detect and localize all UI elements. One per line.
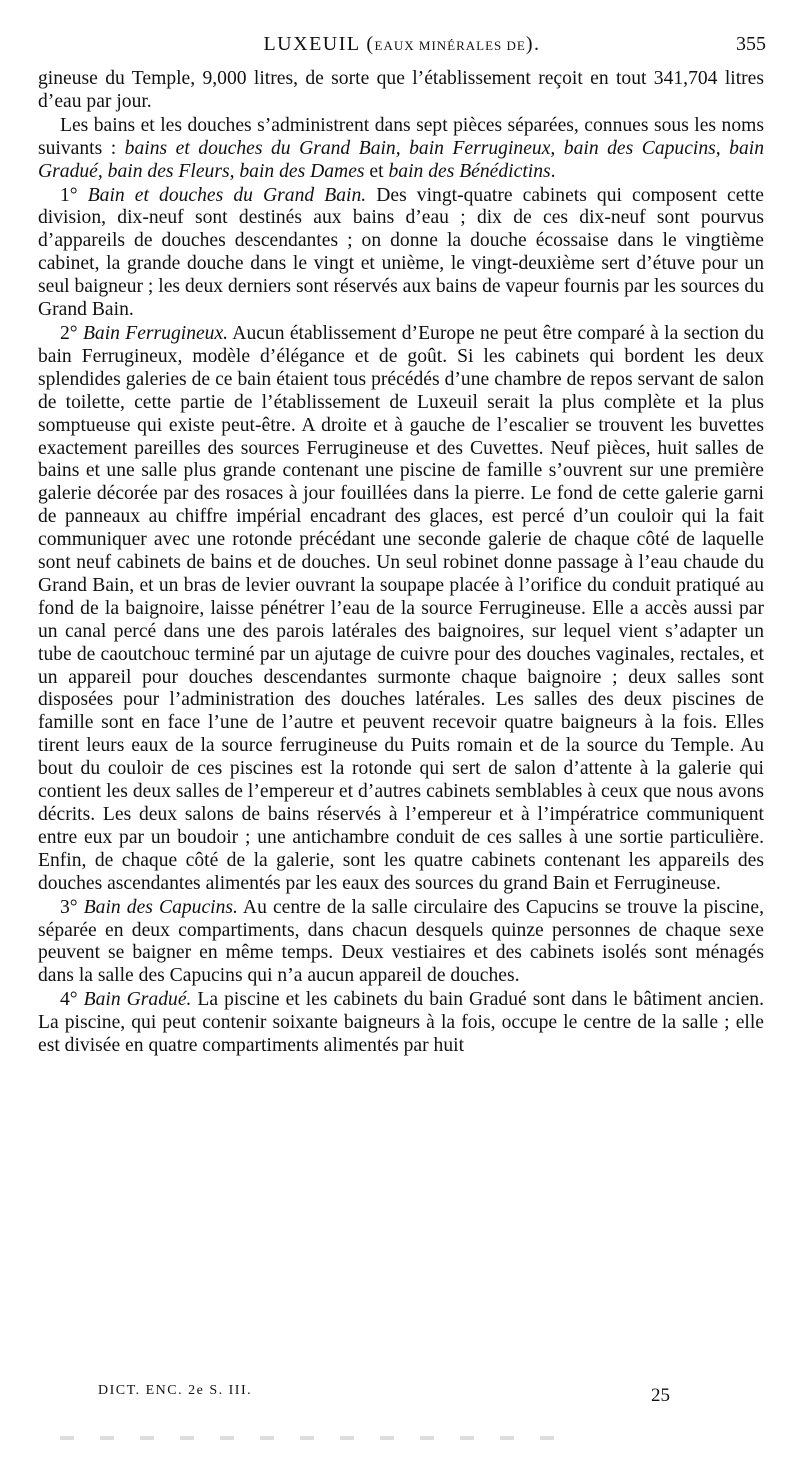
paragraph-intro — [38, 115, 764, 184]
section-number: 2° — [60, 322, 83, 344]
section-title: Bain Ferrugineux. — [82, 322, 229, 344]
signature-number: 25 — [651, 1385, 670, 1406]
intro-end: . — [550, 160, 556, 182]
section-title: Bain et douches du Grand Bain. — [87, 184, 367, 206]
section-text: Au centre de la salle circulaire des Capucins se trouve la piscine, séparée en deux compartiments, dans chacun desquels quinze personnes de chaque sexe peuvent se baigner en même temps. Deux vestiaires et des cabinets isolés sont ménagés dans la salle des Capucins qui n’a aucun appareil de douches. — [38, 896, 765, 987]
section-number: 3° — [60, 896, 84, 918]
section-text: Des vingt-quatre cabinets qui composent cette division, dix-neuf sont destinés aux bains d’eau ; dix de ces dix-neuf sont pourvus d’appareils de douches descendantes ; on donne la douche écossaise dans le vingtième cabinet, la grande douche dans le vingt et unième, le vingt-deuxième sert d’étuve pour un seul baigneur ; les deux derniers sont réservés aux bains de vapeur fournis par les sources du Grand Bain. — [38, 184, 764, 321]
running-title — [38, 33, 766, 56]
section-bain-capucins — [38, 897, 764, 989]
intro-bath-list: bains et douches du Grand Bain, bain Ferrugineux, bain des Capucins, bain Gradué, bain des Fleurs, bain des Dames — [38, 137, 765, 182]
section-bain-ferrugineux — [38, 323, 764, 896]
page-number: 355 — [736, 33, 766, 55]
section-bain-gradue — [38, 989, 764, 1058]
section-text: Aucun établissement d’Europe ne peut être comparé à la section du bain Ferrugineux, modèle d’élégance et de goût. Si les cabinets qui bordent les deux splendides galeries de ce bain étaient tous précédés d’une chambre de repos servant de salon de toilette, cette partie de l’établissement de Luxeuil serait la plus complète et la plus somptueuse qui existe peut-être. A droite et à gauche de l’escalier se trouvent les buvettes exactement pareilles des sources Ferrugineuse et des Cuvettes. Neuf pièces, huit salles de bains et une salle plus grande contenant une piscine de famille s’ouvrent sur une première galerie décorée par des rosaces à jour fouillées dans la pierre. Le fond de cette galerie garni de panneaux au chiffre impérial encadrant des glaces, est percé d’un couloir qui la fait communiquer avec une rotonde précédant une seconde galerie de chaque côté de laquelle sont neuf cabinets de bains et de douches. Un seul robinet donne passage à l’eau chaude du Grand Bain, et un bras de levier ouvrant la soupape placée à l’orifice du conduit pratiqué au fond de la baignoire, laisse pénétrer l’eau de la source Ferrugineuse. Elle a accès aussi par un canal percé dans une des parois latérales des baignoires, sur lequel vient s’adapter un tube de caoutchouc terminé par un ajutage de cuivre pour des douches vaginales, rectales, et un appareil pour douches descendantes surmonte chaque baignoire ; deux salles sont disposées pour l’administration des douches latérales. Les salles des deux piscines de famille sont en face l’une de l’autre et peuvent recevoir quatre baigneurs à la fois. Elles tirent leurs eaux de la source ferrugineuse du Puits romain et de la source du Temple. Au bout du couloir de ces piscines est la rotonde qui sert de salon d’attente à la galerie qui contient les deux salles de l’empereur et d’autres cabinets semblables à ceux que nous avons décrits. Les deux salons de bains réservés à l’empereur et à l’impératrice communiquent entre eux par un boudoir ; une antichambre conduit de ces salles à une sortie particulière. Enfin, de chaque côté de la galerie, sont les quatre cabinets contenant les appareils des douches ascendantes alimentés par les eaux des sources du grand Bain et Ferrugineuse. — [38, 322, 764, 894]
intro-conjunction: et — [364, 160, 389, 182]
running-header — [38, 33, 766, 61]
section-grand-bain — [38, 185, 764, 322]
show-through-divider — [60, 1436, 580, 1440]
paragraph-continuation: gineuse du Temple, 9,000 litres, de sorte que l’établissement reçoit en tout 341,704 litres d’eau par jour. — [38, 68, 764, 112]
running-title-end: ). — [525, 33, 541, 55]
footer — [38, 1381, 766, 1407]
running-title-caps: EAUX MINÉRALES DE — [374, 38, 526, 53]
section-number: 1° — [60, 184, 88, 206]
section-number: 4° — [60, 989, 84, 1011]
running-title-main: LUXEUIL ( — [263, 33, 375, 55]
body-text — [38, 68, 764, 1058]
intro-text: Les bains et les douches s’administrent dans sept pièces séparées, connues sous les noms suivants : — [38, 114, 764, 159]
signature-mark: DICT. ENC. 2e S. III. — [98, 1383, 253, 1398]
intro-bath-last: bain des Bénédictins — [388, 160, 551, 182]
section-text: La piscine et les cabinets du bain Gradué sont dans le bâtiment ancien. La piscine, qui peut contenir soixante baigneurs à la fois, occupe le centre de la salle ; elle est divisée en quatre compartiments alimentés par huit — [38, 989, 765, 1057]
section-title: Bain Gradué. — [83, 989, 192, 1011]
section-title: Bain des Capucins. — [83, 896, 238, 918]
